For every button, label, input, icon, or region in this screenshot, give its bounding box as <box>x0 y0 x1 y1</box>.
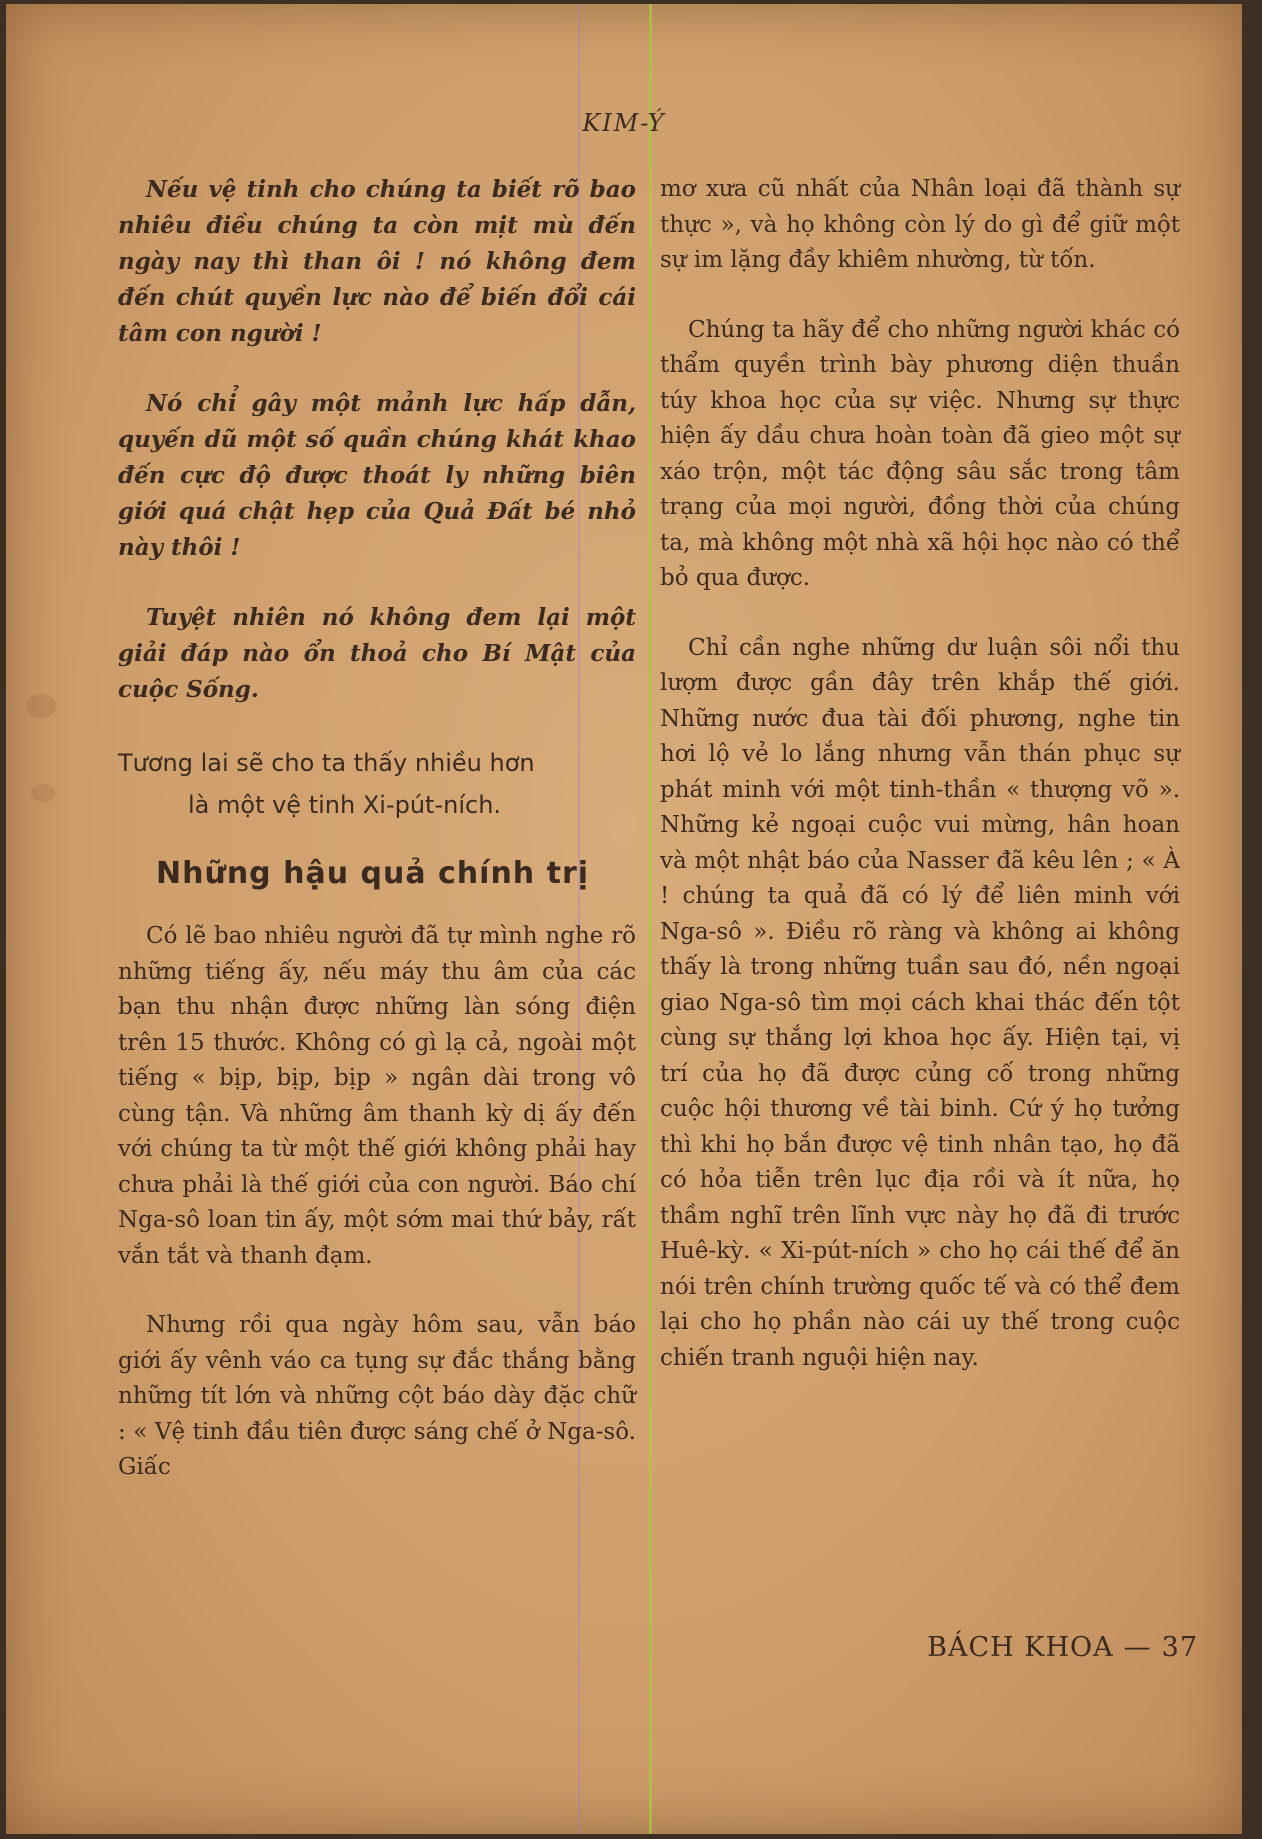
pull-quote <box>118 742 636 826</box>
fold-line <box>649 4 652 1834</box>
left-column <box>118 172 636 1520</box>
body-paragraph: Nhưng rồi qua ngày hôm sau, vẫn báo giới ấy vênh váo ca tụng sự đắc thắng bằng những tít lớn và những cột báo dày đặc chữ : « Vệ tinh đầu tiên được sáng chế ở Nga-sô. Giấc <box>118 1312 636 1480</box>
pull-quote-line: Tương lai sẽ cho ta thấy nhiều hơn <box>118 749 535 777</box>
paper-stain <box>26 694 56 718</box>
magazine-name: BÁCH KHOA <box>927 1632 1114 1663</box>
right-column <box>660 172 1180 1410</box>
running-header: KIM-Ý <box>582 109 666 137</box>
body-paragraph: Chỉ cần nghe những dư luận sôi nổi thu lượm được gần đây trên khắp thế giới. Những nước đua tài đối phương, nghe tin hơi lộ vẻ lo lắng nhưng vẫn thán phục sự phát minh với một tinh-thần « thượng võ ». Những kẻ ngoại cuộc vui mừng, hân hoan và một nhật báo của Nasser đã kêu lên ; « À ! chúng ta quả đã có lý để liên minh với Nga-sô ». Điều rõ ràng và không ai không thấy là trong những tuần sau đó, nền ngoại giao Nga-sô tìm mọi cách khai thác đến tột cùng sự thắng lợi khoa học ấy. Hiện tại, vị trí của họ đã được củng cố trong những cuộc hội thương về tài binh. Cứ ý họ tưởng thì khi họ bắn được vệ tinh nhân tạo, họ đã có hỏa tiễn trên lục địa rồi và ít nữa, họ thầm nghĩ trên lĩnh vực này họ đã đi trước Huê-kỳ. « Xi-pút-ních » cho họ cái thế để ăn nói trên chính trường quốc tế và có thể đem lại cho họ phần nào cái uy thế trong cuộc chiến tranh nguội hiện nay. <box>660 634 1180 1371</box>
page-number: 37 <box>1161 1632 1198 1663</box>
body-paragraph: Có lẽ bao nhiêu người đã tự mình nghe rõ những tiếng ấy, nếu máy thu âm của các bạn thu nhận được những làn sóng điện trên 15 thước. Không có gì lạ cả, ngoài một tiếng « bịp, bịp, bịp » ngân dài trong vô cùng tận. Và những âm thanh kỳ dị ấy đến với chúng ta từ một thế giới không phải hay chưa phải là thế giới của con người. Báo chí Nga-sô loan tin ấy, một sớm mai thứ bảy, rất vắn tắt và thanh đạm. <box>118 923 636 1269</box>
page-footer <box>927 1632 1198 1663</box>
intro-paragraph: Nó chỉ gây một mảnh lực hấp dẫn, quyến dũ một số quần chúng khát khao đến cực độ được thoát ly những biên giới quá chật hẹp của Quả Đất bé nhỏ này thôi ! <box>118 390 636 561</box>
intro-paragraph: Nếu vệ tinh cho chúng ta biết rõ bao nhiêu điều chúng ta còn mịt mù đến ngày nay thì than ôi ! nó không đem đến chút quyền lực nào để biến đổi cái tâm con người ! <box>118 176 636 347</box>
pull-quote-line: là một vệ tinh Xi-pút-ních. <box>188 791 502 819</box>
footer-separator: — <box>1123 1632 1152 1663</box>
body-paragraph: Chúng ta hãy để cho những người khác có thẩm quyền trình bày phương diện thuần túy khoa học của sự việc. Nhưng sự thực hiện ấy dầu chưa hoàn toàn đã gieo một sự xáo trộn, một tác động sâu sắc trong tâm trạng của mọi người, đồng thời của chúng ta, mà không một nhà xã hội học nào có thể bỏ qua được. <box>660 316 1180 591</box>
paper-stain <box>31 784 55 802</box>
section-heading: Những hậu quả chính trị <box>156 856 590 891</box>
intro-paragraph: Tuyệt nhiên nó không đem lại một giải đáp nào ổn thoả cho Bí Mật của cuộc Sống. <box>118 604 636 703</box>
body-paragraph: mơ xưa cũ nhất của Nhân loại đã thành sự thực », và họ không còn lý do gì để giữ một sự im lặng đầy khiêm nhường, từ tốn. <box>660 176 1180 273</box>
scanned-page <box>6 4 1242 1834</box>
